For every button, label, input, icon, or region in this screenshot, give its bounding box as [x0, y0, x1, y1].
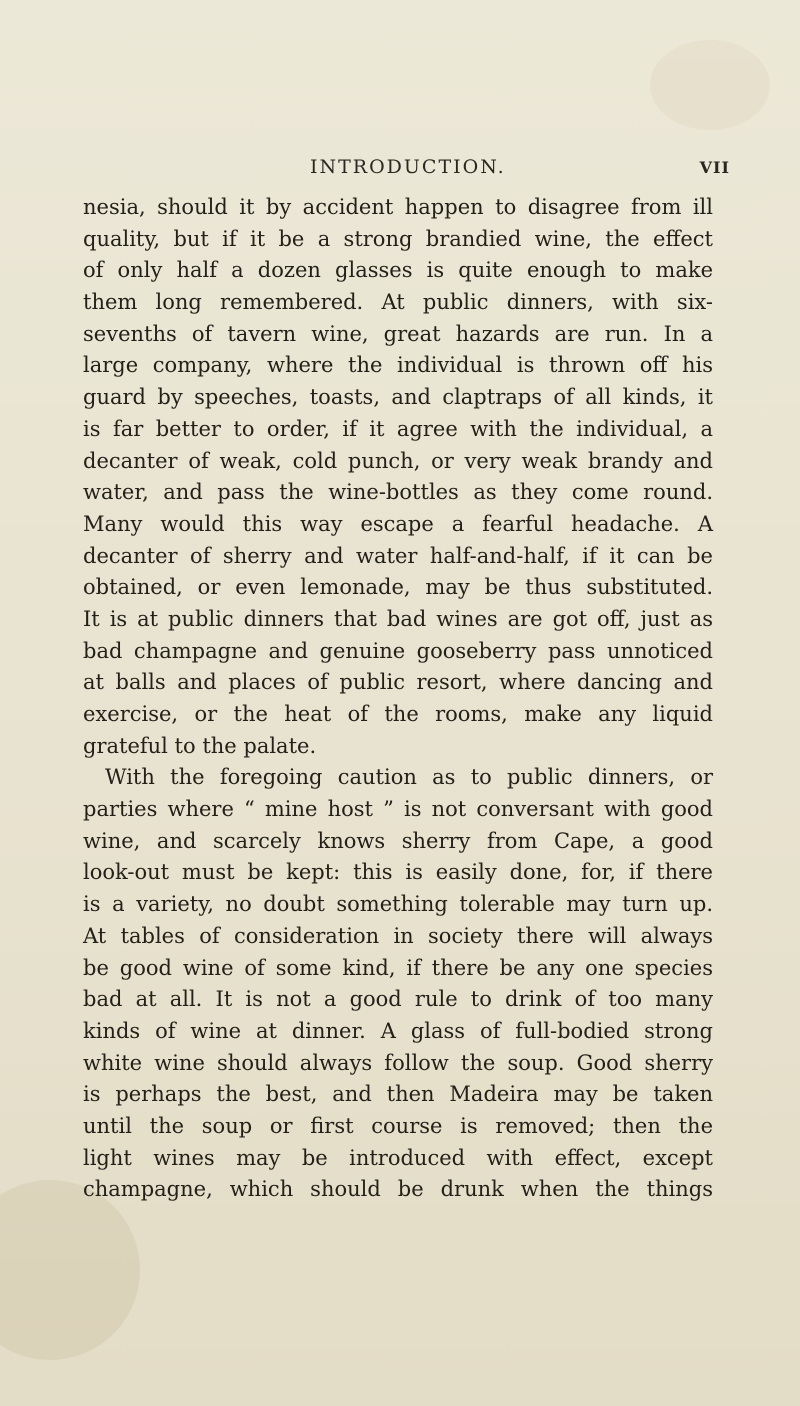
text-line: parties where “ mine host ” is not conversant with good: [83, 797, 713, 822]
text-line: kinds of wine at dinner. A glass of full-bodied strong: [83, 1018, 713, 1043]
text-line: be good wine of some kind, if there be any one species: [83, 955, 713, 980]
text-line: At tables of consideration in society there will always: [83, 923, 713, 948]
text-line: exercise, or the heat of the rooms, make any liquid: [83, 702, 713, 726]
paragraph-1: [83, 192, 713, 762]
text-line: bad champagne and genuine gooseberry pass unnoticed: [83, 638, 713, 663]
text-line: obtained, or even lemonade, may be thus substituted.: [83, 575, 713, 600]
text-line: It is at public dinners that bad wines are got off, just as: [83, 606, 713, 631]
text-line: until the soup or first course is removed; then the: [83, 1113, 713, 1138]
text-line: them long remembered. At public dinners, with six-: [83, 290, 713, 315]
text-line: water, and pass the wine-bottles as they come round.: [83, 480, 713, 505]
text-line: large company, where the individual is thrown off his: [83, 353, 713, 378]
page-header: [310, 152, 730, 186]
text-line: quality, but if it be a strong brandied wine, the effect: [83, 226, 713, 251]
text-line: grateful to the palate.: [83, 733, 317, 758]
text-line: look-out must be kept: this is easily done, for, if there: [83, 860, 713, 885]
paragraph-2: [83, 762, 713, 1206]
text-line: bad at all. It is not a good rule to drink of too many: [83, 987, 713, 1012]
text-line: white wine should always follow the soup. Good sherry: [83, 1050, 713, 1075]
text-line: decanter of weak, cold punch, or very weak brandy and: [83, 448, 713, 473]
text-line: light wines may be introduced with effect, except: [83, 1145, 713, 1170]
text-line: is a variety, no doubt something tolerable may turn up.: [83, 892, 713, 917]
text-line: champagne, which should be drunk when the things: [83, 1177, 713, 1202]
text-line: at balls and places of public resort, where dancing and: [83, 670, 713, 695]
text-line: guard by speeches, toasts, and claptraps of all kinds, it: [83, 385, 713, 410]
paper-stain: [650, 40, 770, 130]
text-line: is perhaps the best, and then Madeira may be taken: [83, 1082, 713, 1107]
page-number: vii: [699, 152, 730, 179]
text-line: With the foregoing caution as to public dinners, or: [105, 765, 713, 790]
body-text: [83, 192, 713, 1206]
text-line: of only half a dozen glasses is quite enough to make: [83, 258, 713, 283]
text-line: wine, and scarcely knows sherry from Cape, a good: [83, 828, 713, 853]
paper-stain: [0, 1180, 140, 1360]
text-line: Many would this way escape a fearful headache. A: [83, 511, 713, 536]
text-line: is far better to order, if it agree with the individual, a: [83, 416, 713, 441]
text-line: decanter of sherry and water half-and-half, if it can be: [83, 543, 713, 568]
text-line: nesia, should it by accident happen to disagree from ill: [83, 195, 713, 219]
text-line: sevenths of tavern wine, great hazards are run. In a: [83, 321, 713, 346]
running-head: INTRODUCTION.: [310, 156, 506, 178]
